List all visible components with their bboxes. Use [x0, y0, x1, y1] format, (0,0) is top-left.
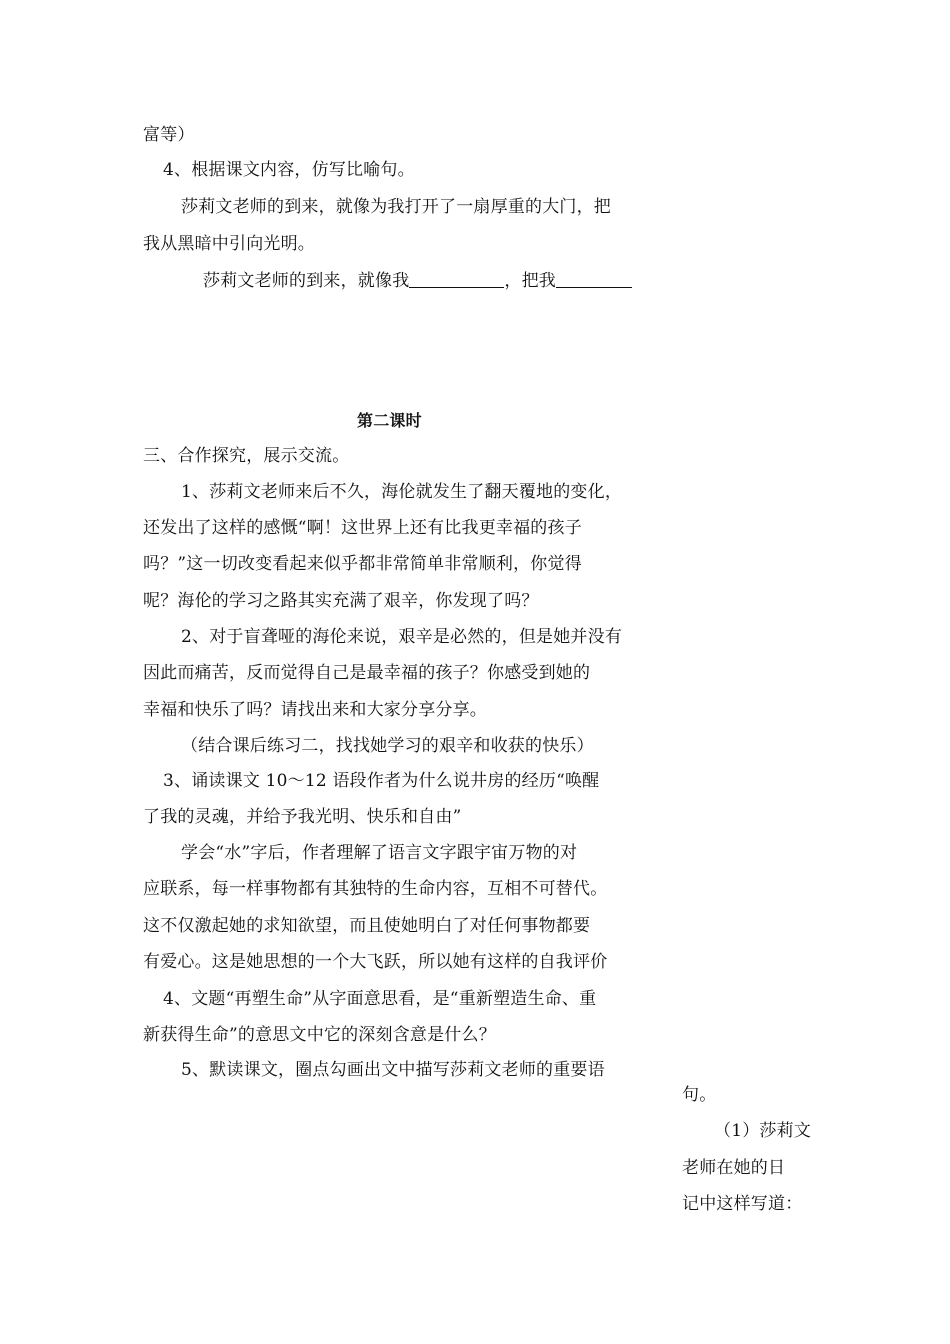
- body-line: （结合课后练习二，找找她学习的艰辛和收获的快乐）: [181, 736, 594, 756]
- body-line: 这不仅激起她的求知欲望，而且使她明白了对任何事物都要: [143, 916, 591, 936]
- side-line: （1）莎莉文: [714, 1121, 812, 1141]
- body-line: 呢？海伦的学习之路其实充满了艰辛，你发现了吗？: [143, 591, 539, 611]
- fill-in-text-1: 莎莉文老师的到来，就像我: [203, 271, 410, 291]
- body-line: 有爱心。这是她思想的一个大飞跃，所以她有这样的自我评价: [143, 952, 608, 972]
- body-line: 了我的灵魂，并给予我光明、快乐和自由”: [143, 807, 462, 827]
- body-line: 应联系，每一样事物都有其独特的生命内容，互相不可替代。: [143, 879, 608, 899]
- body-line: 幸福和快乐了吗？请找出来和大家分享分享。: [143, 700, 487, 720]
- section-title: 第二课时: [357, 411, 422, 430]
- fill-blank-1: [409, 269, 504, 288]
- fill-in-text-2: ，把我: [504, 271, 557, 291]
- body-line: 5、默读课文，圈点勾画出文中描写莎莉文老师的重要语: [181, 1060, 605, 1080]
- fill-blank-2: [556, 269, 632, 288]
- fill-in-sentence: [203, 269, 632, 292]
- body-line: 还发出了这样的感慨“啊！这世界上还有比我更幸福的孩子: [143, 518, 582, 538]
- top-line-3: 莎莉文老师的到来，就像为我打开了一扇厚重的大门，把: [181, 197, 611, 217]
- body-line: 学会“水”字后，作者理解了语言文字跟宇宙万物的对: [181, 843, 578, 863]
- top-line-4: 我从黑暗中引向光明。: [143, 234, 315, 254]
- body-line: 三、合作探究，展示交流。: [143, 446, 350, 466]
- body-line: 4、文题“再塑生命”从字面意思看，是“重新塑造生命、重: [163, 989, 597, 1009]
- body-line: 新获得生命”的意思文中它的深刻含意是什么？: [143, 1025, 496, 1045]
- body-line: 因此而痛苦，反而觉得自己是最幸福的孩子？你感受到她的: [143, 663, 591, 683]
- body-line: 1、莎莉文老师来后不久，海伦就发生了翻天覆地的变化，: [181, 482, 623, 502]
- body-line: 2、对于盲聋哑的海伦来说，艰辛是必然的，但是她并没有: [181, 627, 623, 647]
- side-line: 句。: [682, 1085, 717, 1105]
- side-line: 记中这样写道：: [682, 1194, 803, 1214]
- top-line-1: 富等）: [143, 125, 195, 145]
- top-line-2: 4、根据课文内容，仿写比喻句。: [163, 160, 415, 180]
- body-line: 吗？”这一切改变看起来似乎都非常简单非常顺利，你觉得: [143, 554, 582, 574]
- body-line: 3、诵读课文 10～12 语段作者为什么说井房的经历“唤醒: [163, 771, 600, 791]
- side-line: 老师在她的日: [682, 1158, 786, 1178]
